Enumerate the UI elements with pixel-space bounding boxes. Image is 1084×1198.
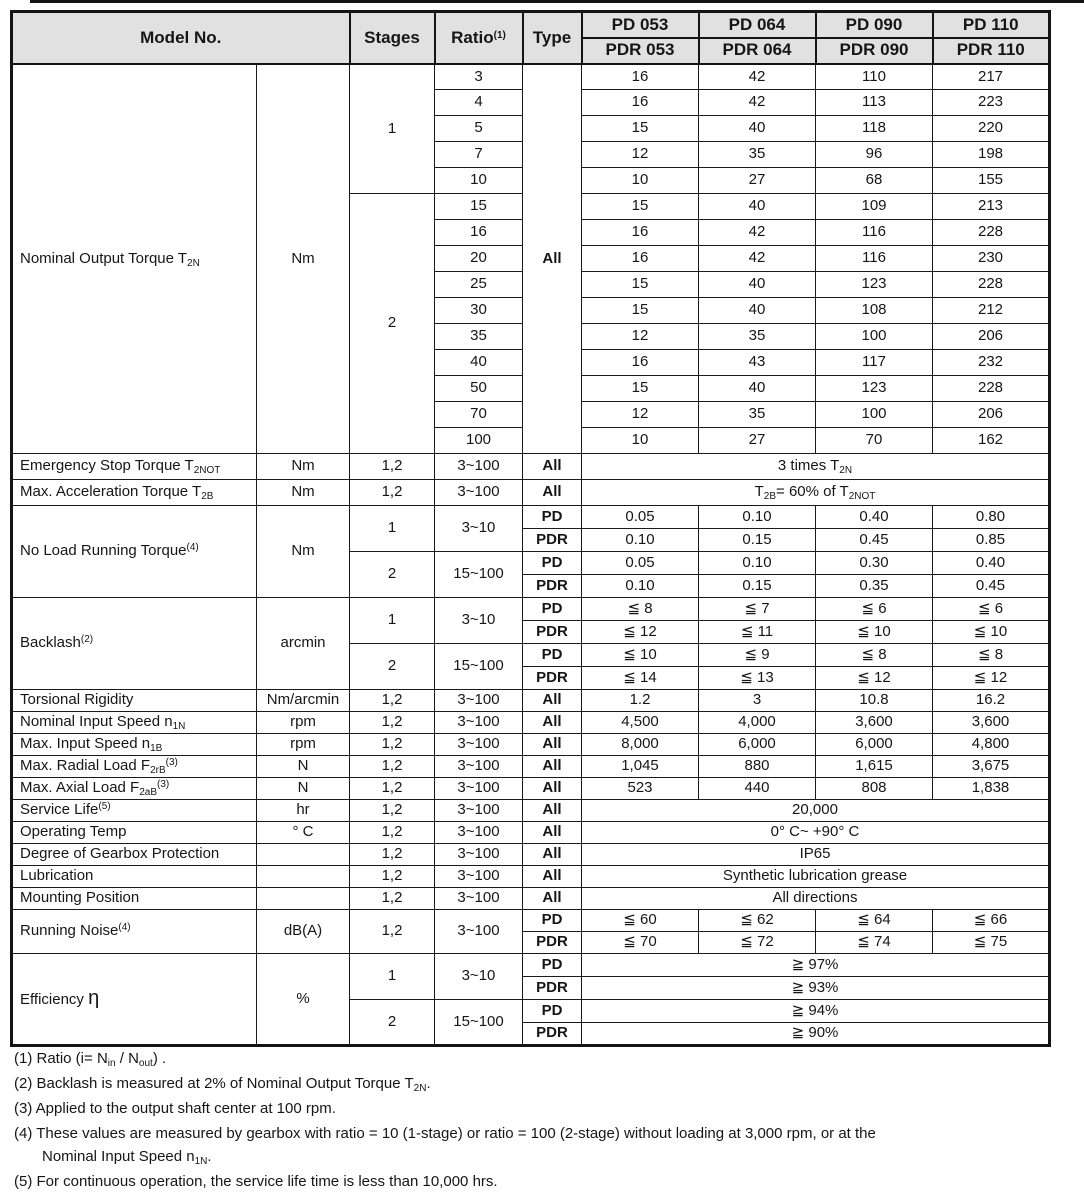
- data-cell: 4,000: [699, 712, 816, 734]
- data-cell: PDR: [523, 977, 582, 1000]
- row-label-cell: Max. Input Speed $n_{1B}$: [12, 734, 257, 756]
- data-cell: ≦ 64: [816, 910, 933, 932]
- data-cell: 3~100: [435, 454, 523, 480]
- data-cell: 3: [699, 690, 816, 712]
- data-cell: 1,2: [350, 778, 435, 800]
- data-cell: 1,2: [350, 734, 435, 756]
- data-cell: 0.10: [699, 506, 816, 529]
- data-cell: 3,675: [933, 756, 1050, 778]
- data-cell: 198: [933, 142, 1050, 168]
- data-cell: $T_{2B}= 60\%$ of $T_{2NOT}$: [582, 480, 1050, 506]
- data-cell: PD: [523, 1000, 582, 1023]
- data-cell: 16.2: [933, 690, 1050, 712]
- data-cell: PD: [523, 552, 582, 575]
- data-cell: ≦ 8: [816, 644, 933, 667]
- data-cell: 70: [435, 402, 523, 428]
- data-cell: PD: [523, 644, 582, 667]
- data-cell: ≧ 94%: [582, 1000, 1050, 1023]
- data-cell: PDR: [523, 1023, 582, 1046]
- data-cell: 228: [933, 272, 1050, 298]
- data-cell: 440: [699, 778, 816, 800]
- footnotes: [14, 1050, 1064, 1198]
- row-label-cell: Nominal Input Speed $n_{1N}$: [12, 712, 257, 734]
- data-cell: ≦ 6: [933, 598, 1050, 621]
- data-cell: All: [523, 690, 582, 712]
- data-cell: 3~100: [435, 888, 523, 910]
- data-cell: Nm: [257, 64, 350, 454]
- data-cell: 6,000: [699, 734, 816, 756]
- data-cell: 3~10: [435, 954, 523, 1000]
- row-label-cell: Efficiency η: [12, 954, 257, 1046]
- footnote: (1) Ratio $(i= N_{in} / N_{out})$ .: [14, 1050, 167, 1069]
- data-cell: ≦ 9: [699, 644, 816, 667]
- data-cell: All: [523, 734, 582, 756]
- data-cell: 16: [435, 220, 523, 246]
- data-cell: [257, 888, 350, 910]
- data-cell: 40: [699, 298, 816, 324]
- data-cell: 20,000: [582, 800, 1050, 822]
- data-cell: ≦ 66: [933, 910, 1050, 932]
- data-cell: 0.30: [816, 552, 933, 575]
- data-cell: 4,500: [582, 712, 699, 734]
- footnote: (3) Applied to the output shaft center at 100 rpm.: [14, 1100, 336, 1117]
- data-cell: 12: [582, 142, 699, 168]
- data-cell: Synthetic lubrication grease: [582, 866, 1050, 888]
- data-cell: 3~100: [435, 756, 523, 778]
- column-header-cell: Model No.: [12, 12, 350, 64]
- data-cell: 16: [582, 90, 699, 116]
- data-cell: All: [523, 480, 582, 506]
- data-cell: All: [523, 800, 582, 822]
- column-header-cell: PDR 090: [816, 38, 933, 64]
- row-label-cell: Max. Axial Load $F_{2aB}^{(3)}$: [12, 778, 257, 800]
- row-label-cell: No Load Running Torque$^{(4)}$: [12, 506, 257, 598]
- data-cell: ≦ 14: [582, 667, 699, 690]
- footnote: (4) These values are measured by gearbox with ratio = 10 (1-stage) or ratio = 100 (2-stage) without loading at 3,000 rpm, or at the: [14, 1125, 876, 1142]
- data-cell: 123: [816, 272, 933, 298]
- data-cell: ≦ 11: [699, 621, 816, 644]
- data-cell: 0.05: [582, 506, 699, 529]
- data-cell: 0.15: [699, 575, 816, 598]
- column-header-cell: PDR 064: [699, 38, 816, 64]
- data-cell: 42: [699, 246, 816, 272]
- data-cell: 3~10: [435, 598, 523, 644]
- data-cell: 3 times $T_{2N}$: [582, 454, 1050, 480]
- data-cell: 1: [350, 64, 435, 194]
- data-cell: 3~100: [435, 734, 523, 756]
- data-cell: ≦ 8: [933, 644, 1050, 667]
- data-cell: 15~100: [435, 1000, 523, 1046]
- footnote: Nominal Input Speed $n_{1N}$.: [42, 1148, 212, 1167]
- data-cell: 228: [933, 220, 1050, 246]
- data-cell: 206: [933, 402, 1050, 428]
- row-label-cell: Max. Acceleration Torque $T_{2B}$: [12, 480, 257, 506]
- data-cell: PD: [523, 506, 582, 529]
- data-cell: PD: [523, 910, 582, 932]
- data-cell: 35: [699, 142, 816, 168]
- footnote: (2) Backlash is measured at 2% of Nominal Output Torque $T_{2N}$.: [14, 1075, 431, 1094]
- data-cell: 5: [435, 116, 523, 142]
- data-cell: 0.85: [933, 529, 1050, 552]
- data-cell: 206: [933, 324, 1050, 350]
- data-cell: 16: [582, 64, 699, 90]
- data-cell: ≦ 10: [816, 621, 933, 644]
- data-cell: PDR: [523, 932, 582, 954]
- data-cell: All directions: [582, 888, 1050, 910]
- data-cell: 117: [816, 350, 933, 376]
- data-cell: 2: [350, 194, 435, 454]
- data-cell: All: [523, 888, 582, 910]
- data-cell: N: [257, 778, 350, 800]
- data-cell: 10: [582, 428, 699, 454]
- data-cell: ≦ 72: [699, 932, 816, 954]
- column-header-cell: Stages: [350, 12, 435, 64]
- data-cell: 3~100: [435, 844, 523, 866]
- data-cell: 10: [435, 168, 523, 194]
- data-cell: 15: [582, 376, 699, 402]
- data-cell: 12: [582, 402, 699, 428]
- data-cell: 4: [435, 90, 523, 116]
- data-cell: 43: [699, 350, 816, 376]
- data-cell: Nm/arcmin: [257, 690, 350, 712]
- data-cell: 15: [582, 116, 699, 142]
- footnote: (5) For continuous operation, the service life time is less than 10,000 hrs.: [14, 1173, 498, 1190]
- data-cell: 100: [435, 428, 523, 454]
- data-cell: ≦ 7: [699, 598, 816, 621]
- row-label-cell: Mounting Position: [12, 888, 257, 910]
- data-cell: All: [523, 64, 582, 454]
- data-cell: 3~100: [435, 866, 523, 888]
- data-cell: 118: [816, 116, 933, 142]
- data-cell: 3~100: [435, 822, 523, 844]
- data-cell: N: [257, 756, 350, 778]
- data-cell: ≧ 93%: [582, 977, 1050, 1000]
- data-cell: 40: [699, 116, 816, 142]
- data-cell: 12: [582, 324, 699, 350]
- data-cell: 1,045: [582, 756, 699, 778]
- data-cell: 0.10: [582, 575, 699, 598]
- row-label-cell: Torsional Rigidity: [12, 690, 257, 712]
- data-cell: arcmin: [257, 598, 350, 690]
- data-cell: 0.40: [933, 552, 1050, 575]
- data-cell: IP65: [582, 844, 1050, 866]
- data-cell: 1: [350, 506, 435, 552]
- data-cell: 808: [816, 778, 933, 800]
- data-cell: 155: [933, 168, 1050, 194]
- data-cell: 228: [933, 376, 1050, 402]
- data-cell: 3~10: [435, 506, 523, 552]
- data-cell: 0.10: [582, 529, 699, 552]
- data-cell: ≦ 12: [933, 667, 1050, 690]
- data-cell: 0.15: [699, 529, 816, 552]
- data-cell: 50: [435, 376, 523, 402]
- data-cell: 10.8: [816, 690, 933, 712]
- column-header-cell: Ratio$^{(1)}$: [435, 12, 523, 64]
- data-cell: 20: [435, 246, 523, 272]
- data-cell: 1,2: [350, 690, 435, 712]
- data-cell: ≦ 13: [699, 667, 816, 690]
- data-cell: 1,838: [933, 778, 1050, 800]
- data-cell: hr: [257, 800, 350, 822]
- data-cell: 100: [816, 324, 933, 350]
- data-cell: %: [257, 954, 350, 1046]
- data-cell: 523: [582, 778, 699, 800]
- data-cell: 116: [816, 220, 933, 246]
- data-cell: 27: [699, 428, 816, 454]
- row-label-cell: Backlash$^{(2)}$: [12, 598, 257, 690]
- data-cell: 0.05: [582, 552, 699, 575]
- row-label-cell: Service Life$^{(5)}$: [12, 800, 257, 822]
- data-cell: 110: [816, 64, 933, 90]
- data-cell: 40: [699, 272, 816, 298]
- data-cell: 96: [816, 142, 933, 168]
- data-cell: 35: [699, 324, 816, 350]
- data-cell: [257, 844, 350, 866]
- data-cell: 25: [435, 272, 523, 298]
- data-cell: 15~100: [435, 644, 523, 690]
- data-cell: 0.35: [816, 575, 933, 598]
- row-label-cell: Max. Radial Load $F_{2rB}^{(3)}$: [12, 756, 257, 778]
- data-cell: 1,2: [350, 866, 435, 888]
- data-cell: 8,000: [582, 734, 699, 756]
- data-cell: 15: [582, 298, 699, 324]
- column-header-cell: PD 090: [816, 12, 933, 38]
- data-cell: 42: [699, 220, 816, 246]
- data-cell: PD: [523, 954, 582, 977]
- data-cell: 30: [435, 298, 523, 324]
- data-cell: 232: [933, 350, 1050, 376]
- data-cell: 213: [933, 194, 1050, 220]
- data-cell: All: [523, 822, 582, 844]
- data-cell: rpm: [257, 712, 350, 734]
- data-cell: PDR: [523, 529, 582, 552]
- data-cell: 3~100: [435, 712, 523, 734]
- data-cell: PDR: [523, 667, 582, 690]
- data-cell: 35: [435, 324, 523, 350]
- data-cell: 40: [699, 376, 816, 402]
- data-cell: 15~100: [435, 552, 523, 598]
- data-cell: 100: [816, 402, 933, 428]
- data-cell: 6,000: [816, 734, 933, 756]
- data-cell: ≦ 74: [816, 932, 933, 954]
- row-label-cell: Degree of Gearbox Protection: [12, 844, 257, 866]
- data-cell: 35: [699, 402, 816, 428]
- data-cell: 2: [350, 644, 435, 690]
- data-cell: 220: [933, 116, 1050, 142]
- data-cell: 1,2: [350, 888, 435, 910]
- data-cell: 162: [933, 428, 1050, 454]
- column-header-cell: Type: [523, 12, 582, 64]
- data-cell: 3~100: [435, 910, 523, 954]
- data-cell: All: [523, 778, 582, 800]
- data-cell: ° C: [257, 822, 350, 844]
- data-cell: 40: [435, 350, 523, 376]
- data-cell: 1: [350, 598, 435, 644]
- data-cell: Nm: [257, 454, 350, 480]
- row-label-cell: Operating Temp: [12, 822, 257, 844]
- data-cell: 1,2: [350, 454, 435, 480]
- data-cell: 116: [816, 246, 933, 272]
- data-cell: 16: [582, 350, 699, 376]
- row-label-cell: Lubrication: [12, 866, 257, 888]
- row-label-cell: Emergency Stop Torque $T_{2NOT}$: [12, 454, 257, 480]
- data-cell: ≦ 10: [933, 621, 1050, 644]
- data-cell: 0° C~ +90° C: [582, 822, 1050, 844]
- data-cell: 42: [699, 64, 816, 90]
- column-header-cell: PD 110: [933, 12, 1050, 38]
- spec-table-wrap: [10, 10, 1051, 1047]
- data-cell: 42: [699, 90, 816, 116]
- data-cell: All: [523, 712, 582, 734]
- data-cell: 0.45: [816, 529, 933, 552]
- data-cell: 1,2: [350, 800, 435, 822]
- data-cell: 3~100: [435, 800, 523, 822]
- column-header-cell: PD 064: [699, 12, 816, 38]
- data-cell: 212: [933, 298, 1050, 324]
- data-cell: 15: [582, 194, 699, 220]
- data-cell: 1,2: [350, 822, 435, 844]
- data-cell: ≦ 8: [582, 598, 699, 621]
- data-cell: 16: [582, 220, 699, 246]
- data-cell: 10: [582, 168, 699, 194]
- data-cell: 15: [435, 194, 523, 220]
- data-cell: 217: [933, 64, 1050, 90]
- data-cell: ≦ 10: [582, 644, 699, 667]
- row-label-cell: Running Noise$^{(4)}$: [12, 910, 257, 954]
- data-cell: All: [523, 844, 582, 866]
- data-cell: 108: [816, 298, 933, 324]
- data-cell: 7: [435, 142, 523, 168]
- data-cell: ≦ 6: [816, 598, 933, 621]
- data-cell: ≦ 12: [582, 621, 699, 644]
- data-cell: 1,2: [350, 480, 435, 506]
- data-cell: 0.40: [816, 506, 933, 529]
- data-cell: 880: [699, 756, 816, 778]
- data-cell: 70: [816, 428, 933, 454]
- data-cell: 109: [816, 194, 933, 220]
- data-cell: 0.80: [933, 506, 1050, 529]
- data-cell: 3: [435, 64, 523, 90]
- data-cell: 40: [699, 194, 816, 220]
- data-cell: 113: [816, 90, 933, 116]
- column-header-cell: PDR 053: [582, 38, 699, 64]
- data-cell: 3~100: [435, 778, 523, 800]
- data-cell: 0.10: [699, 552, 816, 575]
- data-cell: PDR: [523, 621, 582, 644]
- data-cell: ≧ 97%: [582, 954, 1050, 977]
- data-cell: [257, 866, 350, 888]
- data-cell: 3~100: [435, 690, 523, 712]
- data-cell: ≦ 12: [816, 667, 933, 690]
- data-cell: ≦ 75: [933, 932, 1050, 954]
- data-cell: 4,800: [933, 734, 1050, 756]
- data-cell: 16: [582, 246, 699, 272]
- data-cell: 223: [933, 90, 1050, 116]
- data-cell: 0.45: [933, 575, 1050, 598]
- data-cell: Nm: [257, 480, 350, 506]
- data-cell: 68: [816, 168, 933, 194]
- data-cell: 1,615: [816, 756, 933, 778]
- data-cell: ≦ 60: [582, 910, 699, 932]
- data-cell: ≧ 90%: [582, 1023, 1050, 1046]
- row-label-cell: Nominal Output Torque $T_{2N}$: [12, 64, 257, 454]
- column-header-cell: PD 053: [582, 12, 699, 38]
- data-cell: 1,2: [350, 756, 435, 778]
- data-cell: 1: [350, 954, 435, 1000]
- data-cell: 123: [816, 376, 933, 402]
- data-cell: 3,600: [816, 712, 933, 734]
- data-cell: 1.2: [582, 690, 699, 712]
- data-cell: ≦ 62: [699, 910, 816, 932]
- data-cell: 2: [350, 552, 435, 598]
- data-cell: 1,2: [350, 844, 435, 866]
- data-cell: PD: [523, 598, 582, 621]
- column-header-cell: PDR 110: [933, 38, 1050, 64]
- top-rule: [30, 0, 1084, 3]
- data-cell: 2: [350, 1000, 435, 1046]
- data-cell: All: [523, 866, 582, 888]
- data-cell: dB(A): [257, 910, 350, 954]
- data-cell: All: [523, 454, 582, 480]
- data-cell: 3,600: [933, 712, 1050, 734]
- data-cell: 1,2: [350, 712, 435, 734]
- data-cell: 27: [699, 168, 816, 194]
- data-cell: 3~100: [435, 480, 523, 506]
- data-cell: rpm: [257, 734, 350, 756]
- data-cell: 15: [582, 272, 699, 298]
- data-cell: All: [523, 756, 582, 778]
- data-cell: 230: [933, 246, 1050, 272]
- data-cell: PDR: [523, 575, 582, 598]
- data-cell: ≦ 70: [582, 932, 699, 954]
- data-cell: Nm: [257, 506, 350, 598]
- spec-table: [10, 10, 1051, 1047]
- data-cell: 1,2: [350, 910, 435, 954]
